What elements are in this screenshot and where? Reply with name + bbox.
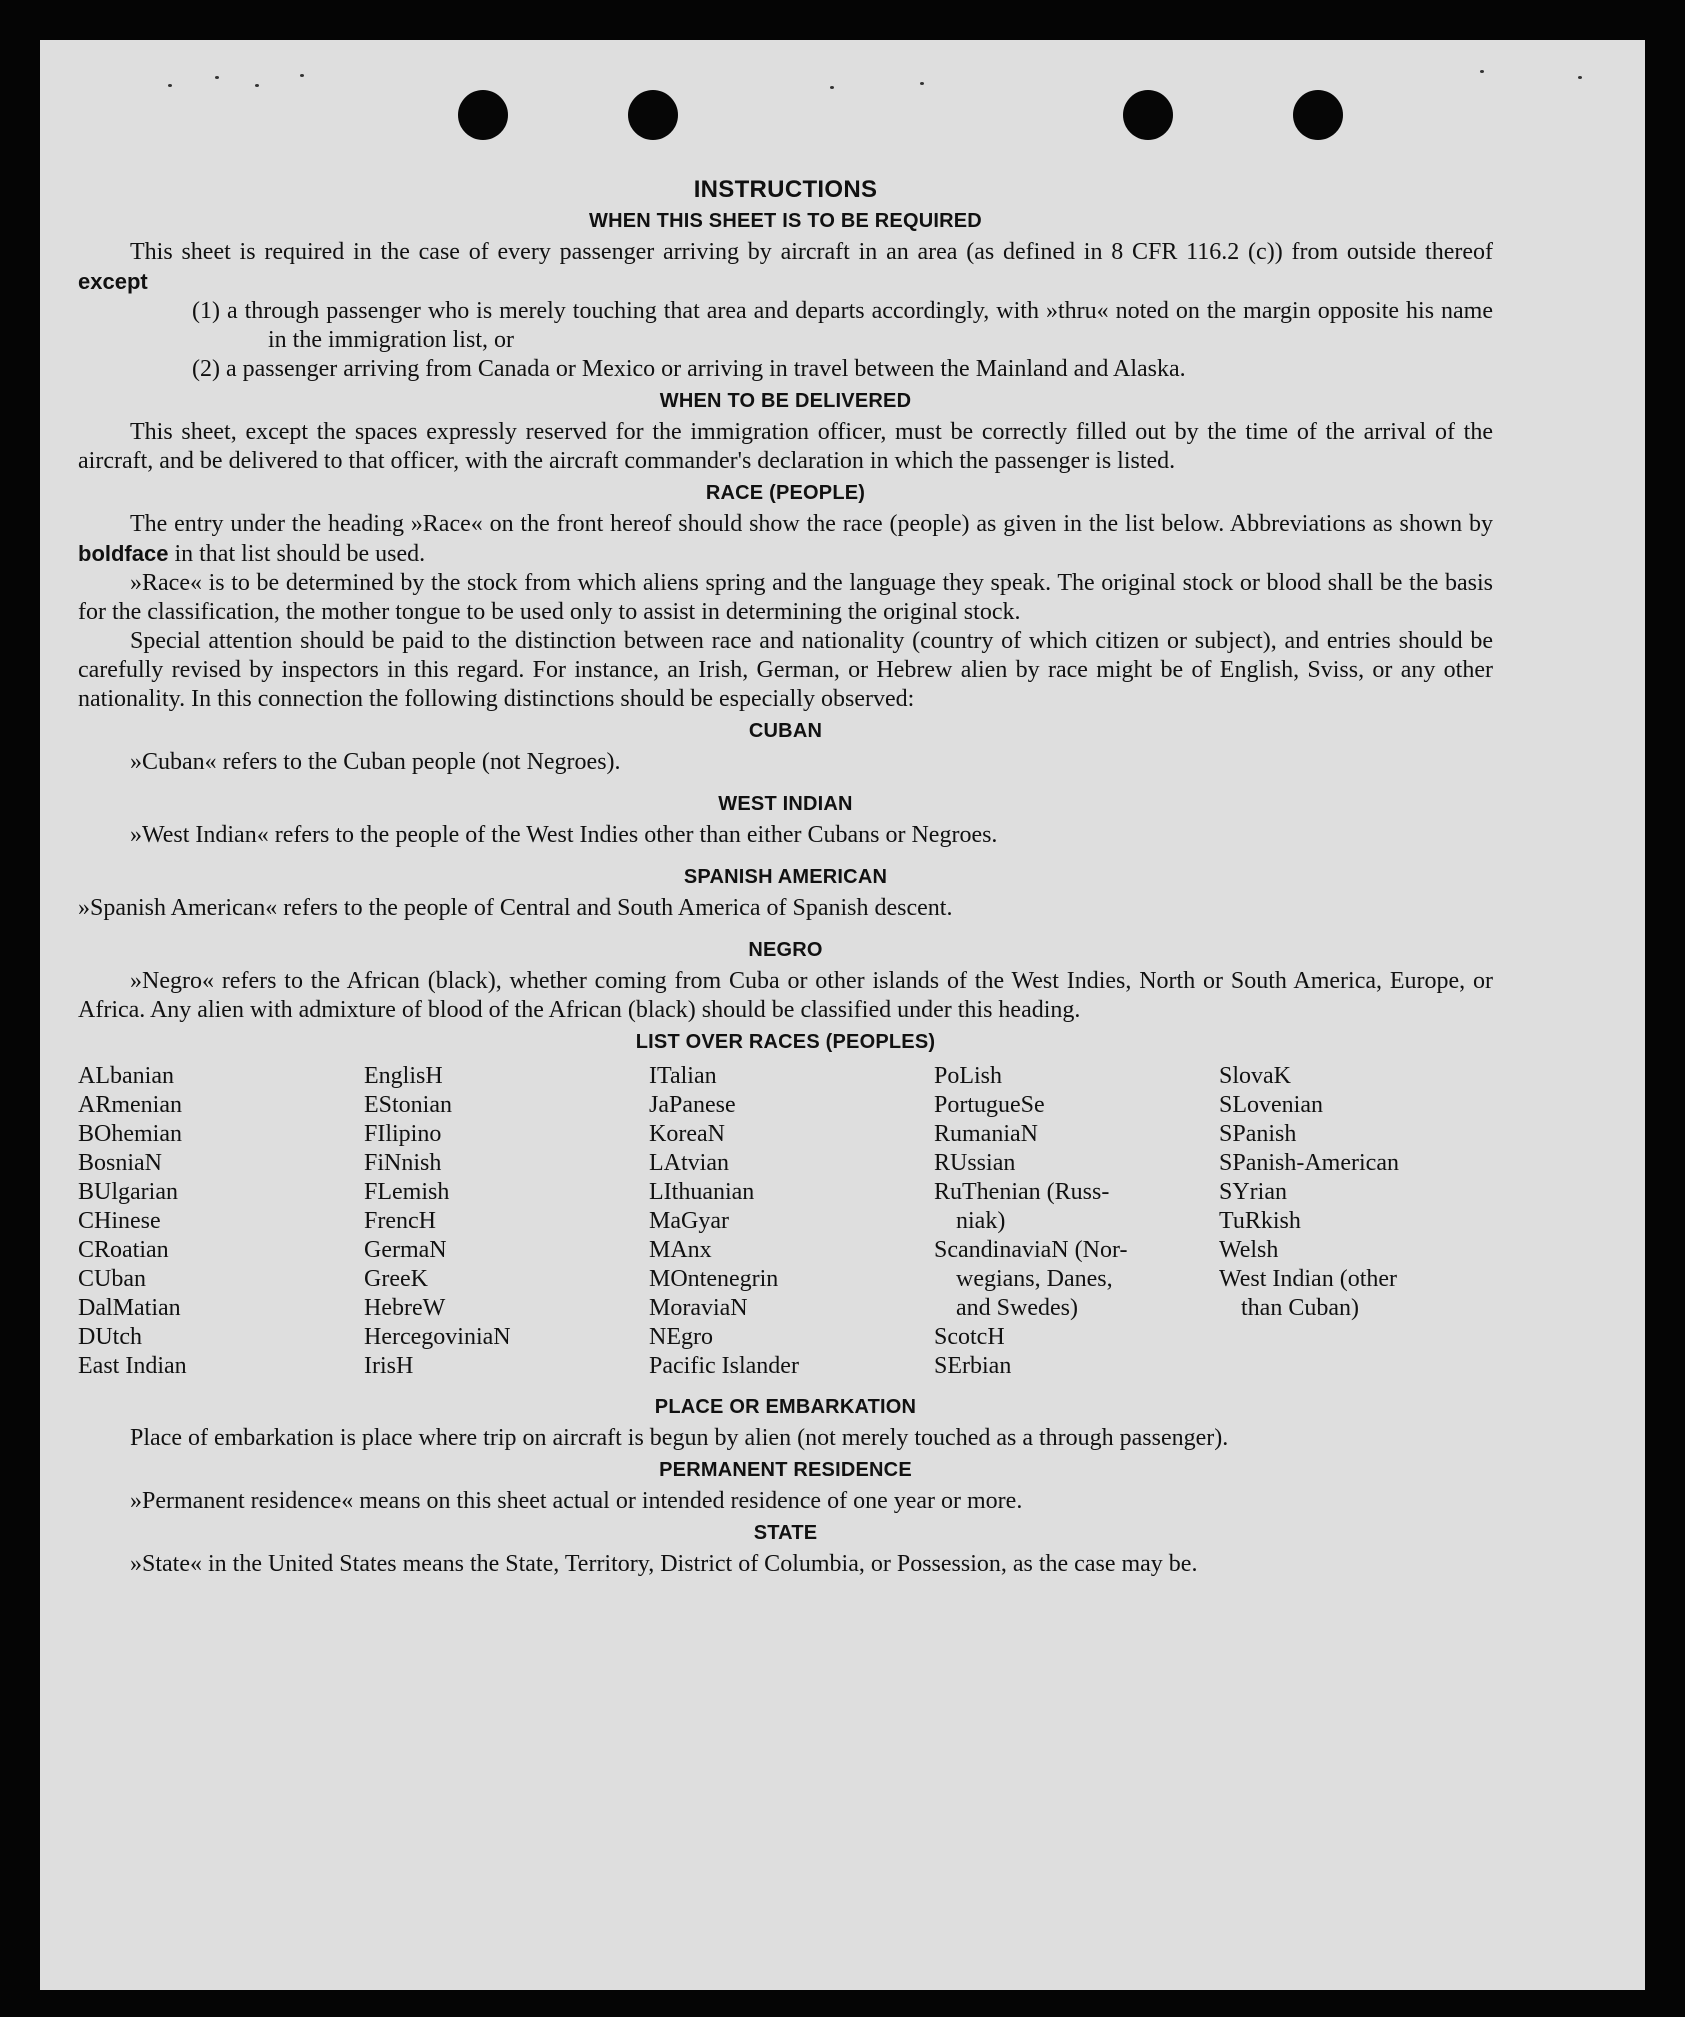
race-entry: ITalian — [649, 1063, 717, 1089]
heading-permanent-residence: PERMANENT RESIDENCE — [659, 1459, 912, 1481]
paragraph-negro: »Negro« refers to the African (black), whether coming from Cuba or other islands of the West Indies, North or South America, Europe, or Africa. Any alien with admixture of blood of the African (black) should be classified under this heading. — [78, 968, 1493, 1023]
race-entry: RUssian — [934, 1150, 1016, 1176]
race-entry: RuThenian (Russ- — [934, 1179, 1110, 1205]
race-entry: FIlipino — [364, 1121, 442, 1147]
paragraph-cuban: »Cuban« refers to the Cuban people (not Negroes). — [130, 749, 621, 775]
race-entry: SPanish-American — [1219, 1150, 1399, 1176]
race-entry: and Swedes) — [956, 1295, 1078, 1321]
paragraph-when-delivered: This sheet, except the spaces expressly reserved for the immigration officer, must be correctly filled out by the time of the arrival of the aircraft, and be delivered to that officer, with the aircraft commander's declaration in which the passenger is listed. — [78, 419, 1493, 474]
race-entry: FLemish — [364, 1179, 450, 1205]
exception-item: (1) a through passenger who is merely touching that area and departs accordingly, with »thru« noted on the margin opposite his name in the immigration list, or — [192, 298, 1493, 353]
race-entry: SPanish — [1219, 1121, 1297, 1147]
paragraph-embarkation: Place of embarkation is place where trip on aircraft is begun by alien (not merely touched as a through passenger). — [130, 1425, 1229, 1451]
race-entry: MoraviaN — [649, 1295, 748, 1321]
paragraph-state: »State« in the United States means the State, Territory, District of Columbia, or Possession, as the case may be. — [130, 1551, 1198, 1577]
races-list — [78, 1062, 1493, 1390]
race-entry: GermaN — [364, 1237, 447, 1263]
race-entry: HebreW — [364, 1295, 446, 1321]
race-entry: ARmenian — [78, 1092, 182, 1118]
heading-west-indian: WEST INDIAN — [718, 793, 853, 815]
races-column — [649, 1062, 799, 1381]
speck — [215, 76, 219, 79]
race-entry: MAnx — [649, 1237, 712, 1263]
race-entry: West Indian (other — [1219, 1266, 1398, 1292]
paragraph-race-2: »Race« is to be determined by the stock from which aliens spring and the language they speak. The original stock or blood shall be the basis for the classification, the mother tongue to be used only to assist in determining the original stock. — [78, 570, 1493, 625]
race-entry: GreeK — [364, 1266, 428, 1292]
heading-embarkation: PLACE OR EMBARKATION — [654, 1396, 917, 1418]
race-entry: LAtvian — [649, 1150, 729, 1176]
race-entry: LIthuanian — [649, 1179, 755, 1205]
race-entry: HercegoviniaN — [364, 1324, 511, 1350]
punch-hole — [1123, 90, 1173, 140]
race-entry: Pacific Islander — [649, 1353, 799, 1379]
race-entry: RumaniaN — [934, 1121, 1038, 1147]
race-entry: SLovenian — [1219, 1092, 1323, 1118]
speck — [1480, 70, 1484, 73]
heading-when-delivered: WHEN TO BE DELIVERED — [659, 390, 912, 412]
exception-item: (2) a passenger arriving from Canada or Mexico or arriving in travel between the Mainland and Alaska. — [192, 356, 1186, 382]
heading-races-list: LIST OVER RACES (PEOPLES) — [635, 1031, 936, 1053]
race-entry: BUlgarian — [78, 1179, 178, 1205]
race-entry: PoLish — [934, 1063, 1003, 1089]
race-entry: BOhemian — [78, 1121, 182, 1147]
races-column — [934, 1062, 1127, 1381]
speck — [300, 74, 304, 77]
paragraph-west-indian: »West Indian« refers to the people of the West Indies other than either Cubans or Negroes. — [130, 822, 998, 848]
race-entry: SYrian — [1219, 1179, 1287, 1205]
race-entry: CRoatian — [78, 1237, 169, 1263]
race-entry: than Cuban) — [1241, 1295, 1359, 1321]
race-entry: FiNnish — [364, 1150, 442, 1176]
speck — [830, 86, 834, 89]
paragraph-race-3: Special attention should be paid to the distinction between race and nationality (country of which citizen or subject), and entries should be carefully revised by inspectors in this regard. For instance, an Irish, German, or Hebrew alien by race might be of English, Sviss, or any other nationality. In this connection the following distinctions should be especially observed: — [78, 628, 1493, 712]
race-entry: ScandinaviaN (Nor- — [934, 1237, 1128, 1263]
race-entry: IrisH — [364, 1353, 414, 1379]
race-entry: EnglisH — [364, 1063, 443, 1089]
races-column — [78, 1062, 187, 1381]
race-entry: DUtch — [78, 1324, 142, 1350]
speck — [920, 82, 924, 85]
page-title: INSTRUCTIONS — [693, 176, 878, 203]
document-page — [40, 40, 1645, 1990]
race-entry: niak) — [956, 1208, 1006, 1234]
race-entry: ScotcH — [934, 1324, 1005, 1350]
race-entry: MOntenegrin — [649, 1266, 779, 1292]
race-entry: SlovaK — [1219, 1063, 1291, 1089]
race-entry: ALbanian — [78, 1063, 174, 1089]
bold-word: except — [78, 269, 148, 294]
heading-when-required: WHEN THIS SHEET IS TO BE REQUIRED — [589, 210, 982, 232]
heading-cuban: CUBAN — [748, 720, 823, 742]
paragraph-when-required — [78, 238, 1493, 297]
race-entry: CUban — [78, 1266, 146, 1292]
paragraph-permanent-residence: »Permanent residence« means on this sheet actual or intended residence of one year or more. — [130, 1488, 1023, 1514]
text-segment: This sheet is required in the case of every passenger arriving by aircraft in an area (as defined in 8 CFR 116.2 (c)) from outside thereof — [130, 239, 1493, 265]
race-entry: PortugueSe — [934, 1092, 1045, 1118]
race-entry: CHinese — [78, 1208, 161, 1234]
race-entry: FrencH — [364, 1208, 436, 1234]
heading-state: STATE — [753, 1522, 818, 1544]
race-entry: EStonian — [364, 1092, 452, 1118]
speck — [255, 84, 259, 87]
race-entry: TuRkish — [1219, 1208, 1301, 1234]
race-entry: JaPanese — [649, 1092, 736, 1118]
bold-word: boldface — [78, 541, 169, 566]
punch-hole — [458, 90, 508, 140]
paragraph-spanish-american: »Spanish American« refers to the people of Central and South America of Spanish descent. — [78, 895, 953, 921]
race-entry: wegians, Danes, — [956, 1266, 1113, 1292]
speck — [1578, 76, 1582, 79]
instructions-content — [78, 176, 1493, 1579]
text-segment: The entry under the heading »Race« on the front hereof should show the race (people) as given in the list below. Abbreviations as shown by — [130, 511, 1493, 537]
heading-spanish-american: SPANISH AMERICAN — [683, 866, 888, 888]
text-segment: in that list should be used. — [174, 541, 426, 567]
speck — [168, 84, 172, 87]
races-column — [1219, 1062, 1399, 1323]
punch-hole — [628, 90, 678, 140]
punch-hole — [1293, 90, 1343, 140]
race-entry: NEgro — [649, 1324, 713, 1350]
heading-race: RACE (PEOPLE) — [705, 482, 866, 504]
heading-negro: NEGRO — [748, 939, 823, 961]
race-entry: Welsh — [1219, 1237, 1279, 1263]
race-entry: East Indian — [78, 1353, 187, 1379]
races-column — [364, 1062, 511, 1381]
race-entry: SErbian — [934, 1353, 1012, 1379]
paragraph-race-1 — [78, 510, 1493, 569]
race-entry: MaGyar — [649, 1208, 729, 1234]
race-entry: BosniaN — [78, 1150, 162, 1176]
race-entry: KoreaN — [649, 1121, 725, 1147]
race-entry: DalMatian — [78, 1295, 181, 1321]
